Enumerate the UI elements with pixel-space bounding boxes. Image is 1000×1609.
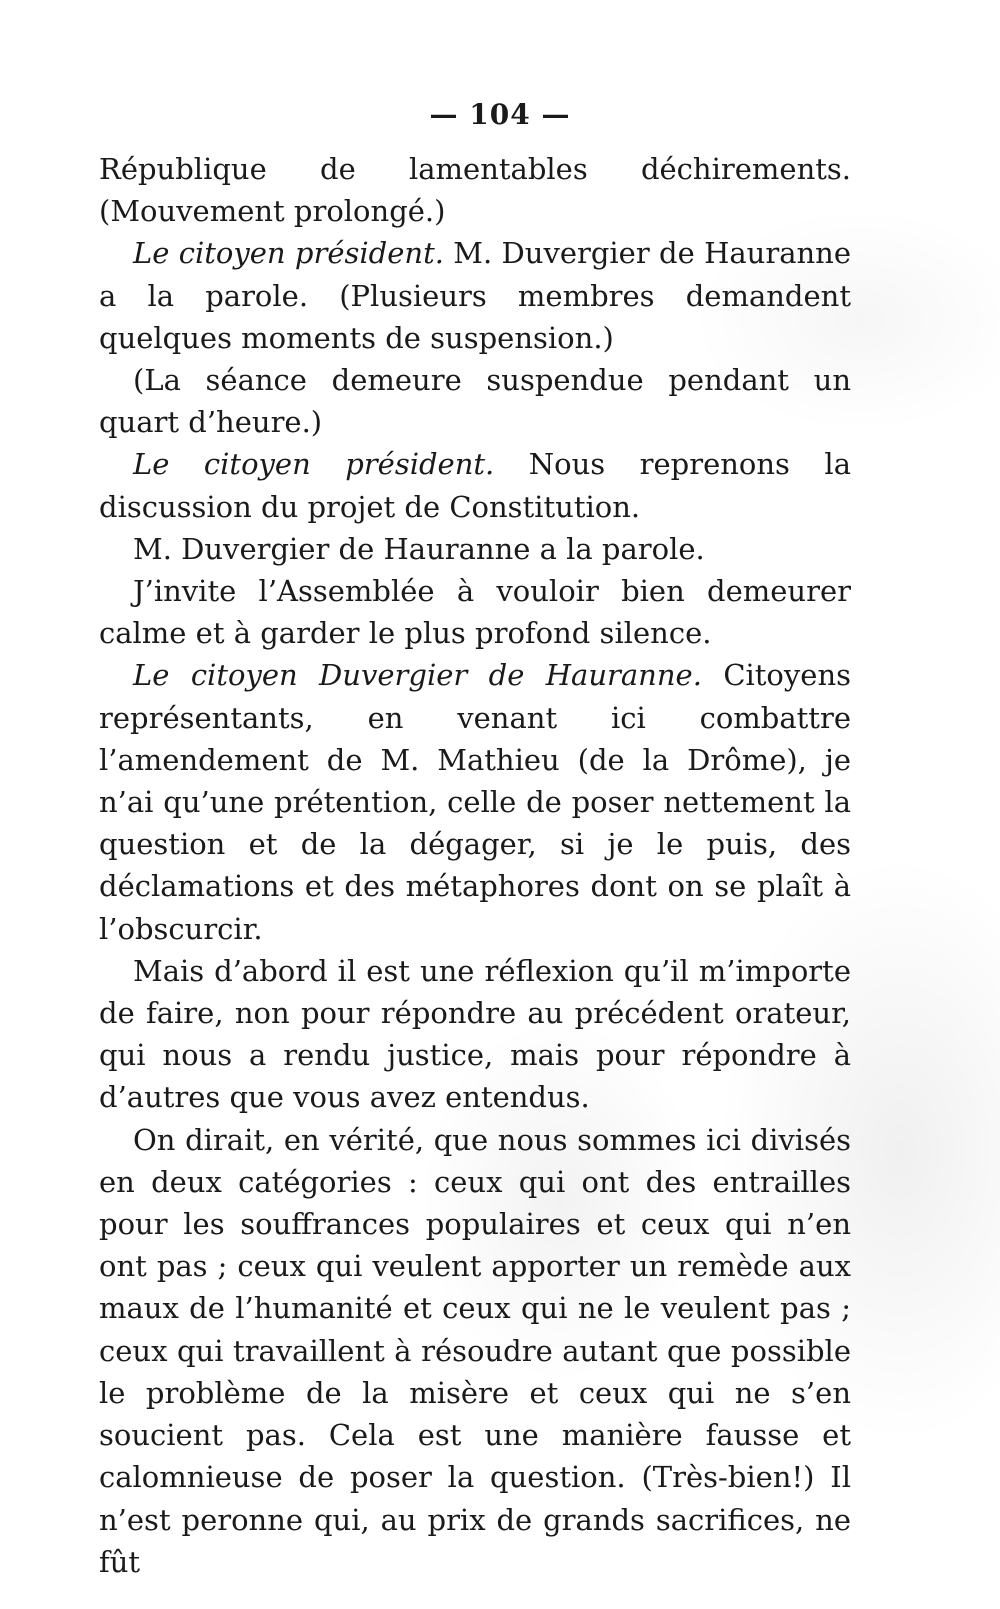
paragraph-4 bbox=[99, 443, 851, 527]
paragraph-3 bbox=[99, 359, 851, 443]
paragraph-text: M. Duvergier de Hauranne a la parole. (Plusieurs membres demandent quelques moments de suspension.) bbox=[99, 236, 852, 355]
paragraph-8 bbox=[99, 950, 851, 1119]
paragraph-text: M. Duvergier de Hauranne a la parole. bbox=[133, 531, 705, 566]
paragraph-text: (La séance demeure suspendue pendant un quart d’heure.) bbox=[99, 363, 851, 440]
paragraph-7 bbox=[99, 654, 851, 949]
paragraph-text: On dirait, en vérité, que nous sommes ici divisés en deux catégories : ceux qui ont des entrailles pour les souffrances populaires et ceux qui n’en ont pas ; ceux qui veulent apporter un remède aux maux de l’humanité et ceux qui ne le veulent pas ; ceux qui travaillent à résoudre autant que possible le problème de la misère et ceux qui ne s’en soucient pas. Cela est une manière fausse et calomnieuse de poser la question. (Très-bien!) Il n’est peronne qui, au prix de grands sacrifices, ne fût bbox=[99, 1122, 851, 1579]
paragraph-text: Nous reprenons la discussion du projet de Constitution. bbox=[99, 447, 851, 524]
speaker-label: Le citoyen Duvergier de Hauranne. bbox=[133, 658, 702, 693]
paragraph-text: République de lamentables déchirements. (Mouvement prolongé.) bbox=[99, 152, 851, 229]
paragraph-text: J’invite l’Assemblée à vouloir bien demeurer calme et à garder le plus profond silence. bbox=[99, 574, 851, 651]
paragraph-text: Mais d’abord il est une réflexion qu’il m’importe de faire, non pour répondre au précédent orateur, qui nous a rendu justice, mais pour répondre à d’autres que vous avez entendus. bbox=[99, 953, 851, 1115]
paragraph-2 bbox=[99, 232, 851, 359]
paragraph-9 bbox=[99, 1119, 851, 1583]
paragraph-6 bbox=[99, 570, 851, 654]
speaker-label: Le citoyen président. bbox=[133, 236, 444, 271]
page-body bbox=[99, 148, 851, 1583]
paragraph-text: Citoyens représentants, en venant ici combattre l’amendement de M. Mathieu (de la Drôme), je n’ai qu’une prétention, celle de poser nettement la question et de la dégager, si je le puis, des déclamations et des métaphores dont on se plaît à l’obscurcir. bbox=[99, 658, 851, 946]
speaker-label: Le citoyen président. bbox=[133, 447, 495, 482]
paragraph-5 bbox=[99, 528, 851, 570]
page-number: — 104 — bbox=[429, 98, 571, 131]
paragraph-1 bbox=[99, 148, 851, 232]
